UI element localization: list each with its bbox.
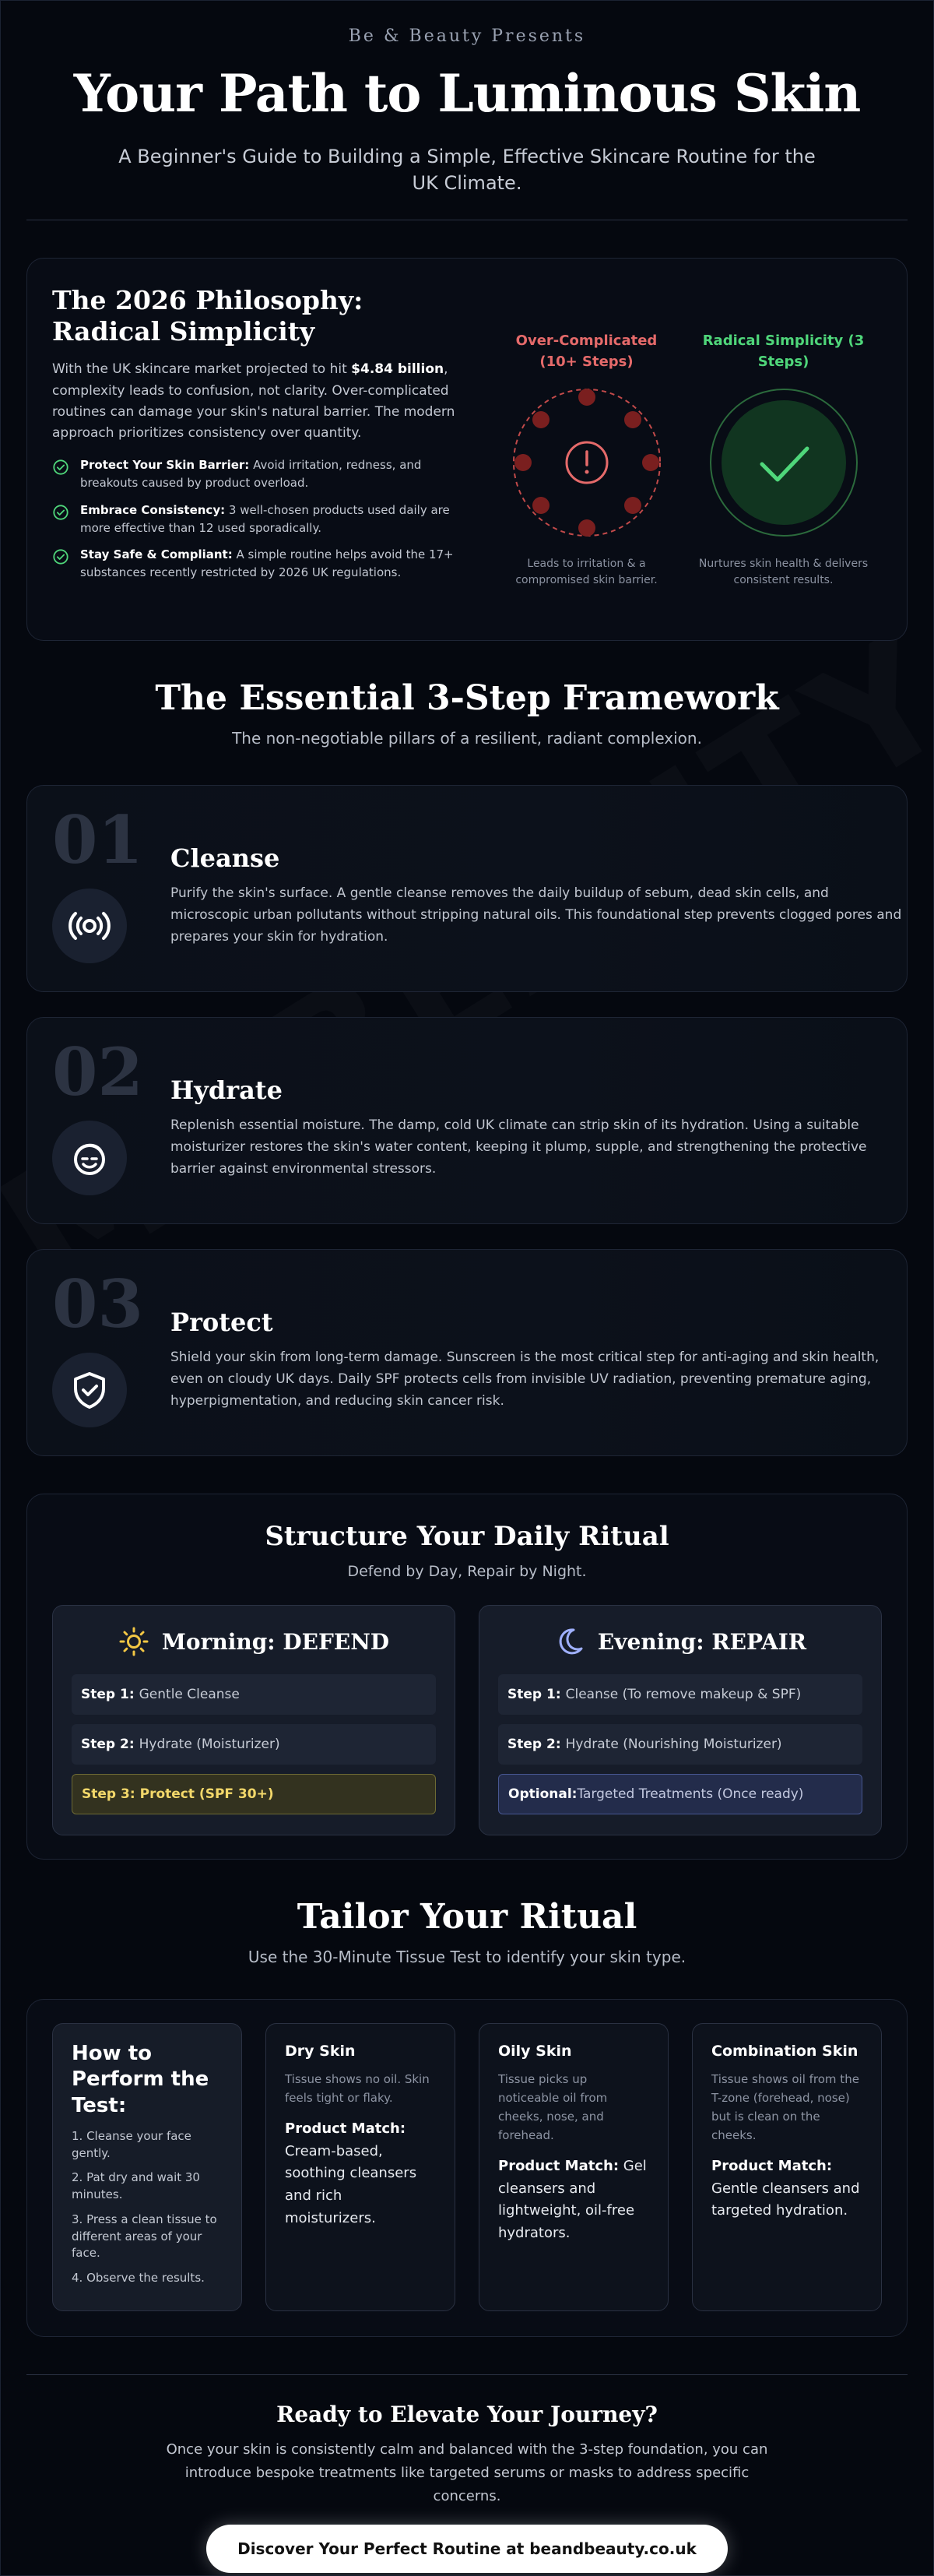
footer-text: Once your skin is consistently calm and balanced with the 3-step foundation, you can introduce bespoke treatments like targeted serums or masks to address specific concerns. bbox=[166, 2441, 768, 2504]
bullet-body: A simple routine helps avoid the 17+ substances recently restricted by 2026 UK regulations. bbox=[80, 547, 454, 580]
ritual-title: Structure Your Daily Ritual bbox=[265, 1521, 669, 1553]
howto-step: 2. Pat dry and wait 30 minutes. bbox=[72, 2170, 200, 2202]
morning-step-highlight bbox=[72, 1774, 436, 1814]
step-text: Hydrate (Nourishing Moisturizer) bbox=[565, 1737, 782, 1753]
cleanse-waves-icon bbox=[52, 889, 127, 963]
tailor-title: Tailor Your Ritual bbox=[297, 1897, 637, 1937]
sun-icon bbox=[118, 1626, 149, 1657]
skin-type-combination bbox=[692, 2023, 882, 2311]
philosophy-text-column bbox=[52, 285, 457, 614]
evening-step bbox=[498, 1674, 862, 1715]
step-description: Purify the skin's surface. A gentle cleanse removes the daily buildup of sebum, dead skin cells, and microscopic urban pollutants without stripping natural oils. This foundational step prevents clogged pores and prepares your skin for hydration. bbox=[170, 885, 902, 945]
step-title: Hydrate bbox=[170, 1075, 283, 1106]
footer-title: Ready to Elevate Your Journey? bbox=[276, 2402, 658, 2428]
philosophy-text-part: With the UK skincare market projected to hit bbox=[52, 361, 352, 378]
philosophy-card bbox=[26, 258, 908, 641]
step-number: 01 bbox=[52, 801, 143, 879]
morning-header bbox=[72, 1626, 436, 1657]
product-match-label: Product Match: bbox=[711, 2157, 833, 2174]
step-text: Cleanse (To remove makeup & SPF) bbox=[565, 1687, 802, 1703]
moon-icon bbox=[554, 1626, 585, 1657]
page-header bbox=[0, 0, 934, 196]
face-icon bbox=[52, 1121, 127, 1195]
product-match-label: Product Match: bbox=[498, 2157, 620, 2174]
bullet-body: 3 well-chosen products used daily are more effective than 12 used sporadically. bbox=[80, 502, 450, 535]
ritual-columns bbox=[52, 1605, 882, 1835]
step-card-cleanse bbox=[26, 785, 908, 992]
skin-type-description: Tissue shows no oil. Skin feels tight or flaky. bbox=[285, 2071, 430, 2105]
simple-title: Radical Simplicity (3 Steps) bbox=[702, 333, 865, 371]
step-content bbox=[150, 1278, 902, 1427]
morning-step bbox=[72, 1724, 436, 1765]
howto-title: How to Perform the Test: bbox=[72, 2042, 209, 2117]
skin-type-name: Oily Skin bbox=[498, 2043, 572, 2060]
bullet-item bbox=[52, 456, 457, 493]
check-circle-icon bbox=[52, 459, 69, 476]
check-circle-icon bbox=[52, 548, 69, 565]
howto-step: 1. Cleanse your face gently. bbox=[72, 2128, 191, 2160]
step-label: Step 2: bbox=[81, 1737, 135, 1753]
howto-steps bbox=[72, 2128, 223, 2287]
howto-step: 4. Observe the results. bbox=[72, 2271, 205, 2286]
step-marker bbox=[52, 1265, 150, 1427]
philosophy-text-part: , complexity leads to confusion, not clarity. Over-complicated routines can damage your skin's natural barrier. The modern approach prioritizes consistency over quantity. bbox=[52, 361, 455, 441]
step-title: Protect bbox=[170, 1307, 273, 1338]
framework-heading bbox=[0, 678, 934, 748]
step-label: Step 2: bbox=[507, 1737, 561, 1753]
simple-caption: Nurtures skin health & delivers consistent results. bbox=[698, 558, 869, 587]
discover-routine-button[interactable]: Discover Your Perfect Routine at beandbeauty.co.uk bbox=[206, 2525, 728, 2573]
step-label: Step 1: bbox=[81, 1687, 135, 1703]
market-figure: $4.84 billion bbox=[351, 361, 444, 378]
step-text: Gentle Cleanse bbox=[139, 1687, 240, 1703]
step-label: Optional: bbox=[508, 1786, 578, 1803]
bullet-text bbox=[80, 501, 457, 538]
philosophy-title: The 2026 Philosophy: Radical Simplicity bbox=[52, 285, 363, 347]
bullet-item bbox=[52, 501, 457, 538]
step-number: 02 bbox=[52, 1033, 143, 1111]
step-description: Replenish essential moisture. The damp, cold UK climate can strip skin of its hydration. Using a suitable moisturizer restores the skin's water content, keeping it plump, supple, and strengthening the protective barrier against environmental stressors. bbox=[170, 1117, 867, 1177]
simple-comparison bbox=[694, 330, 873, 614]
step-card-protect bbox=[26, 1249, 908, 1456]
product-match bbox=[711, 2155, 862, 2222]
skin-type-card bbox=[26, 1999, 908, 2337]
evening-header bbox=[498, 1626, 862, 1657]
step-description: Shield your skin from long-term damage. Sunscreen is the most critical step for anti-aging and skin health, even on cloudy UK days. Daily SPF protects cells from invisible UV radiation, preventing premature aging, hyperpigmentation, and reducing skin cancer risk. bbox=[170, 1350, 880, 1409]
tailor-heading bbox=[0, 1897, 934, 1966]
complicated-comparison bbox=[497, 330, 676, 614]
complicated-caption: Leads to irritation & a compromised skin barrier. bbox=[515, 558, 658, 587]
check-circle-icon bbox=[52, 504, 69, 521]
morning-column bbox=[52, 1605, 455, 1835]
bullet-bold: Stay Safe & Compliant: bbox=[80, 547, 233, 562]
step-label: Step 3: bbox=[82, 1786, 135, 1803]
product-match-text: Gel cleansers and lightweight, oil-free hydrators. bbox=[498, 2157, 647, 2242]
step-text: Protect (SPF 30+) bbox=[139, 1786, 274, 1803]
skin-type-description: Tissue shows oil from the T-zone (forehead, nose) but is clean on the cheeks. bbox=[711, 2071, 859, 2142]
product-match-text: Cream-based, soothing cleansers and rich moisturizers. bbox=[285, 2142, 417, 2226]
skin-type-name: Combination Skin bbox=[711, 2043, 859, 2060]
page-subtitle: A Beginner's Guide to Building a Simple, Effective Skincare Routine for the UK Climate. bbox=[118, 146, 816, 194]
comparison-graphics bbox=[457, 285, 882, 614]
bullet-bold: Embrace Consistency: bbox=[80, 502, 226, 517]
step-label: Step 1: bbox=[507, 1687, 561, 1703]
step-marker bbox=[52, 801, 150, 963]
bullet-text bbox=[80, 456, 457, 493]
ritual-subtitle: Defend by Day, Repair by Night. bbox=[347, 1563, 587, 1581]
philosophy-paragraph bbox=[52, 359, 457, 444]
bullet-bold: Protect Your Skin Barrier: bbox=[80, 458, 250, 473]
evening-column bbox=[479, 1605, 882, 1835]
evening-step bbox=[498, 1724, 862, 1765]
step-card-hydrate bbox=[26, 1017, 908, 1224]
skin-type-name: Dry Skin bbox=[285, 2043, 356, 2060]
brand-eyebrow: Be & Beauty Presents bbox=[348, 26, 586, 46]
step-number: 03 bbox=[52, 1265, 143, 1343]
bullet-item bbox=[52, 546, 457, 582]
complicated-title: Over-Complicated (10+ Steps) bbox=[515, 333, 658, 371]
tissue-test-howto bbox=[52, 2023, 242, 2311]
step-text: Targeted Treatments (Once ready) bbox=[577, 1786, 804, 1803]
bullet-text bbox=[80, 546, 457, 582]
morning-title: Morning: DEFEND bbox=[161, 1628, 390, 1655]
checkmark-circle-icon bbox=[708, 386, 860, 539]
tailor-subtitle: Use the 30-Minute Tissue Test to identify your skin type. bbox=[248, 1948, 686, 1967]
page-title: Your Path to Luminous Skin bbox=[73, 63, 861, 124]
step-text: Hydrate (Moisturizer) bbox=[139, 1737, 280, 1753]
daily-ritual-card bbox=[26, 1494, 908, 1860]
step-content bbox=[150, 1046, 902, 1195]
product-match bbox=[498, 2155, 649, 2245]
footer-divider bbox=[26, 2374, 908, 2375]
bullet-body: Avoid irritation, redness, and breakouts caused by product overload. bbox=[80, 458, 422, 491]
step-title: Cleanse bbox=[170, 843, 280, 874]
product-match bbox=[285, 2118, 436, 2230]
skin-type-dry bbox=[265, 2023, 455, 2311]
footer-cta-section bbox=[0, 2402, 934, 2573]
product-match-label: Product Match: bbox=[285, 2120, 406, 2137]
skin-type-oily bbox=[479, 2023, 669, 2311]
howto-step: 3. Press a clean tissue to different areas of your face. bbox=[72, 2212, 217, 2261]
step-content bbox=[150, 814, 902, 963]
shield-check-icon bbox=[52, 1353, 127, 1427]
evening-title: Evening: REPAIR bbox=[597, 1628, 807, 1655]
ritual-heading bbox=[52, 1521, 882, 1580]
framework-title: The Essential 3-Step Framework bbox=[155, 678, 779, 719]
product-match-text: Gentle cleansers and targeted hydration. bbox=[711, 2180, 860, 2219]
step-marker bbox=[52, 1033, 150, 1195]
philosophy-bullets bbox=[52, 456, 457, 582]
alert-cluster-icon bbox=[511, 386, 663, 539]
skin-type-description: Tissue picks up noticeable oil from cheeks, nose, and forehead. bbox=[498, 2071, 608, 2142]
morning-step bbox=[72, 1674, 436, 1715]
evening-step-optional bbox=[498, 1774, 862, 1814]
framework-subtitle: The non-negotiable pillars of a resilient, radiant complexion. bbox=[232, 729, 702, 748]
